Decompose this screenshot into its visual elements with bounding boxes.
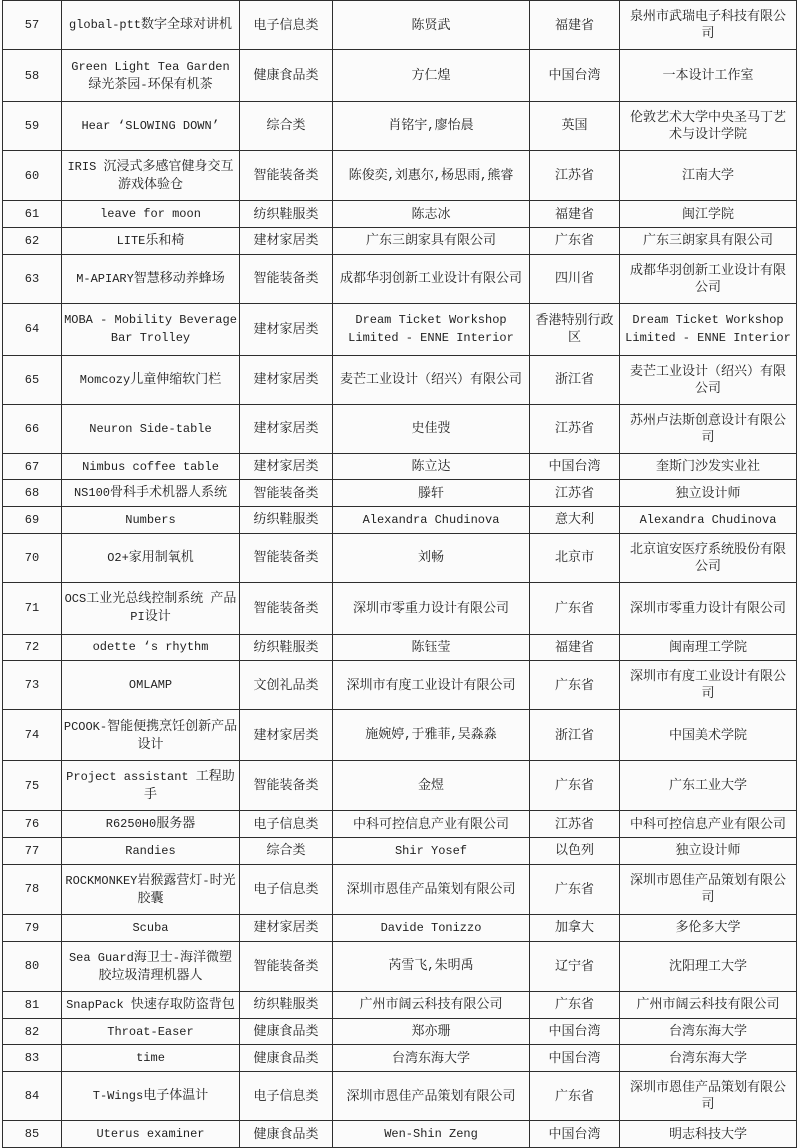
cell-region: 加拿大 <box>530 915 620 942</box>
cell-organization: 麦芒工业设计（绍兴）有限公司 <box>620 355 797 404</box>
cell-region: 广东省 <box>530 1072 620 1121</box>
table-row <box>3 634 797 661</box>
cell-name: Green Light Tea Garden 绿光茶园-环保有机茶 <box>62 50 240 102</box>
cell-region: 江苏省 <box>530 404 620 453</box>
table-row <box>3 837 797 864</box>
table-row <box>3 151 797 201</box>
cell-organization: 沈阳理工大学 <box>620 941 797 991</box>
cell-designer: 成都华羽创新工业设计有限公司 <box>333 254 530 303</box>
cell-region: 香港特别行政区 <box>530 303 620 355</box>
cell-name: Project assistant 工程助手 <box>62 760 240 810</box>
cell-region: 福建省 <box>530 201 620 228</box>
cell-designer: Wen-Shin Zeng <box>333 1121 530 1148</box>
table-row <box>3 303 797 355</box>
cell-designer: Shir Yosef <box>333 837 530 864</box>
cell-number: 67 <box>3 453 62 480</box>
cell-designer: 广州市阔云科技有限公司 <box>333 992 530 1019</box>
cell-designer: 方仁煌 <box>333 50 530 102</box>
table-row <box>3 101 797 150</box>
cell-category: 纺织鞋服类 <box>240 992 333 1019</box>
cell-designer: 深圳市零重力设计有限公司 <box>333 582 530 634</box>
cell-name: OMLAMP <box>62 661 240 710</box>
cell-number: 68 <box>3 480 62 507</box>
cell-designer: 史佳弢 <box>333 404 530 453</box>
table-body <box>3 1 797 1148</box>
cell-category: 综合类 <box>240 101 333 150</box>
cell-designer: 陈立达 <box>333 453 530 480</box>
cell-number: 61 <box>3 201 62 228</box>
cell-organization: 多伦多大学 <box>620 915 797 942</box>
cell-category: 电子信息类 <box>240 811 333 838</box>
cell-organization: Alexandra Chudinova <box>620 507 797 534</box>
cell-number: 78 <box>3 864 62 914</box>
cell-region: 浙江省 <box>530 710 620 760</box>
cell-region: 意大利 <box>530 507 620 534</box>
cell-designer: 广东三朗家具有限公司 <box>333 228 530 255</box>
table-row <box>3 864 797 914</box>
cell-region: 中国台湾 <box>530 50 620 102</box>
cell-category: 建材家居类 <box>240 453 333 480</box>
cell-number: 73 <box>3 661 62 710</box>
cell-region: 江苏省 <box>530 151 620 201</box>
cell-organization: 台湾东海大学 <box>620 1018 797 1045</box>
cell-category: 智能装备类 <box>240 151 333 201</box>
cell-designer: 陈俊奕,刘惠尔,杨思雨,熊睿 <box>333 151 530 201</box>
cell-organization: 广东工业大学 <box>620 760 797 810</box>
cell-number: 64 <box>3 303 62 355</box>
cell-region: 北京市 <box>530 533 620 582</box>
cell-designer: 陈贤武 <box>333 1 530 50</box>
cell-designer: 陈钰莹 <box>333 634 530 661</box>
cell-name: Sea Guard海卫士-海洋微塑胶垃圾清理机器人 <box>62 941 240 991</box>
cell-designer: 中科可控信息产业有限公司 <box>333 811 530 838</box>
award-winners-table <box>2 0 797 1148</box>
cell-name: O2+家用制氧机 <box>62 533 240 582</box>
table-row <box>3 1121 797 1148</box>
cell-number: 70 <box>3 533 62 582</box>
table-row <box>3 992 797 1019</box>
table-row <box>3 941 797 991</box>
cell-name: T-Wings电子体温计 <box>62 1072 240 1121</box>
cell-name: odette ‘s rhythm <box>62 634 240 661</box>
table-row <box>3 507 797 534</box>
cell-organization: 明志科技大学 <box>620 1121 797 1148</box>
cell-region: 中国台湾 <box>530 1018 620 1045</box>
cell-name: global-ptt数字全球对讲机 <box>62 1 240 50</box>
cell-organization: 深圳市恩佳产品策划有限公司 <box>620 1072 797 1121</box>
cell-number: 58 <box>3 50 62 102</box>
cell-region: 福建省 <box>530 1 620 50</box>
cell-name: PCOOK-智能便携烹饪创新产品设计 <box>62 710 240 760</box>
cell-name: Momcozy儿童伸缩软门栏 <box>62 355 240 404</box>
table-row <box>3 480 797 507</box>
cell-organization: 中科可控信息产业有限公司 <box>620 811 797 838</box>
cell-category: 综合类 <box>240 837 333 864</box>
cell-organization: 泉州市武瑞电子科技有限公司 <box>620 1 797 50</box>
table-row <box>3 533 797 582</box>
cell-number: 81 <box>3 992 62 1019</box>
cell-region: 福建省 <box>530 634 620 661</box>
cell-name: time <box>62 1045 240 1072</box>
cell-name: Scuba <box>62 915 240 942</box>
cell-name: LITE乐和椅 <box>62 228 240 255</box>
table-row <box>3 811 797 838</box>
cell-organization: 一本设计工作室 <box>620 50 797 102</box>
cell-number: 63 <box>3 254 62 303</box>
cell-name: R6250H0服务器 <box>62 811 240 838</box>
cell-region: 江苏省 <box>530 811 620 838</box>
cell-category: 纺织鞋服类 <box>240 507 333 534</box>
cell-category: 建材家居类 <box>240 355 333 404</box>
cell-category: 纺织鞋服类 <box>240 201 333 228</box>
cell-designer: 金煜 <box>333 760 530 810</box>
cell-name: leave for moon <box>62 201 240 228</box>
cell-number: 62 <box>3 228 62 255</box>
cell-category: 健康食品类 <box>240 1045 333 1072</box>
cell-organization: 北京谊安医疗系统股份有限公司 <box>620 533 797 582</box>
cell-category: 智能装备类 <box>240 533 333 582</box>
cell-category: 建材家居类 <box>240 303 333 355</box>
cell-name: Neuron Side-table <box>62 404 240 453</box>
cell-name: Nimbus coffee table <box>62 453 240 480</box>
cell-number: 69 <box>3 507 62 534</box>
cell-designer: 深圳市恩佳产品策划有限公司 <box>333 1072 530 1121</box>
table-row <box>3 1018 797 1045</box>
cell-category: 智能装备类 <box>240 480 333 507</box>
cell-designer: 施婉婷,于雅菲,吴淼淼 <box>333 710 530 760</box>
cell-region: 广东省 <box>530 228 620 255</box>
cell-number: 85 <box>3 1121 62 1148</box>
cell-region: 广东省 <box>530 864 620 914</box>
cell-region: 江苏省 <box>530 480 620 507</box>
cell-designer: 陈志冰 <box>333 201 530 228</box>
table-row <box>3 1072 797 1121</box>
table-row <box>3 710 797 760</box>
cell-number: 76 <box>3 811 62 838</box>
cell-number: 66 <box>3 404 62 453</box>
cell-category: 建材家居类 <box>240 915 333 942</box>
cell-number: 57 <box>3 1 62 50</box>
table-row <box>3 582 797 634</box>
cell-organization: 台湾东海大学 <box>620 1045 797 1072</box>
cell-number: 82 <box>3 1018 62 1045</box>
cell-organization: 伦敦艺术大学中央圣马丁艺术与设计学院 <box>620 101 797 150</box>
cell-designer: 台湾东海大学 <box>333 1045 530 1072</box>
cell-designer: 深圳市有度工业设计有限公司 <box>333 661 530 710</box>
table-row <box>3 228 797 255</box>
cell-region: 浙江省 <box>530 355 620 404</box>
cell-designer: 深圳市恩佳产品策划有限公司 <box>333 864 530 914</box>
table-row <box>3 1 797 50</box>
cell-number: 74 <box>3 710 62 760</box>
cell-category: 智能装备类 <box>240 254 333 303</box>
cell-name: ROCKMONKEY岩猴露营灯-时光胶囊 <box>62 864 240 914</box>
cell-region: 中国台湾 <box>530 453 620 480</box>
cell-organization: 闽江学院 <box>620 201 797 228</box>
cell-organization: Dream Ticket Workshop Limited - ENNE Interior <box>620 303 797 355</box>
cell-name: Throat-Easer <box>62 1018 240 1045</box>
cell-organization: 成都华羽创新工业设计有限公司 <box>620 254 797 303</box>
cell-designer: Davide Tonizzo <box>333 915 530 942</box>
cell-category: 健康食品类 <box>240 1121 333 1148</box>
cell-region: 广东省 <box>530 992 620 1019</box>
cell-number: 71 <box>3 582 62 634</box>
cell-designer: 芮雪飞,朱明禹 <box>333 941 530 991</box>
cell-region: 中国台湾 <box>530 1121 620 1148</box>
cell-number: 79 <box>3 915 62 942</box>
cell-number: 75 <box>3 760 62 810</box>
table-row <box>3 404 797 453</box>
cell-organization: 深圳市零重力设计有限公司 <box>620 582 797 634</box>
cell-category: 建材家居类 <box>240 228 333 255</box>
cell-designer: 肖铭宇,廖怡晨 <box>333 101 530 150</box>
cell-organization: 闽南理工学院 <box>620 634 797 661</box>
cell-category: 电子信息类 <box>240 1 333 50</box>
cell-organization: 广东三朗家具有限公司 <box>620 228 797 255</box>
cell-number: 60 <box>3 151 62 201</box>
cell-number: 59 <box>3 101 62 150</box>
cell-region: 辽宁省 <box>530 941 620 991</box>
cell-region: 广东省 <box>530 661 620 710</box>
cell-name: OCS工业光总线控制系统 产品PI设计 <box>62 582 240 634</box>
cell-category: 电子信息类 <box>240 864 333 914</box>
table-row <box>3 453 797 480</box>
cell-category: 健康食品类 <box>240 50 333 102</box>
cell-region: 中国台湾 <box>530 1045 620 1072</box>
cell-name: SnapPack 快速存取防盗背包 <box>62 992 240 1019</box>
table-row <box>3 760 797 810</box>
cell-number: 84 <box>3 1072 62 1121</box>
cell-name: MOBA - Mobility Beverage Bar Trolley <box>62 303 240 355</box>
cell-category: 智能装备类 <box>240 941 333 991</box>
cell-category: 健康食品类 <box>240 1018 333 1045</box>
cell-organization: 奎斯门沙发实业社 <box>620 453 797 480</box>
cell-designer: 滕轩 <box>333 480 530 507</box>
cell-name: Uterus examiner <box>62 1121 240 1148</box>
cell-designer: Alexandra Chudinova <box>333 507 530 534</box>
cell-category: 文创礼品类 <box>240 661 333 710</box>
cell-category: 纺织鞋服类 <box>240 634 333 661</box>
cell-number: 72 <box>3 634 62 661</box>
cell-number: 65 <box>3 355 62 404</box>
cell-region: 广东省 <box>530 582 620 634</box>
cell-name: M-APIARY智慧移动养蜂场 <box>62 254 240 303</box>
cell-region: 广东省 <box>530 760 620 810</box>
cell-category: 电子信息类 <box>240 1072 333 1121</box>
cell-category: 智能装备类 <box>240 760 333 810</box>
table-row <box>3 254 797 303</box>
table-row <box>3 201 797 228</box>
cell-number: 83 <box>3 1045 62 1072</box>
cell-name: NS100骨科手术机器人系统 <box>62 480 240 507</box>
table-row <box>3 915 797 942</box>
cell-category: 智能装备类 <box>240 582 333 634</box>
cell-name: Numbers <box>62 507 240 534</box>
cell-region: 以色列 <box>530 837 620 864</box>
table-row <box>3 661 797 710</box>
cell-organization: 深圳市有度工业设计有限公司 <box>620 661 797 710</box>
cell-organization: 独立设计师 <box>620 837 797 864</box>
cell-organization: 苏州卢法斯创意设计有限公司 <box>620 404 797 453</box>
cell-name: IRIS 沉浸式多感官健身交互游戏体验仓 <box>62 151 240 201</box>
cell-organization: 深圳市恩佳产品策划有限公司 <box>620 864 797 914</box>
cell-region: 四川省 <box>530 254 620 303</box>
cell-designer: 刘畅 <box>333 533 530 582</box>
cell-region: 英国 <box>530 101 620 150</box>
cell-organization: 独立设计师 <box>620 480 797 507</box>
cell-designer: 郑亦珊 <box>333 1018 530 1045</box>
cell-designer: 麦芒工业设计（绍兴）有限公司 <box>333 355 530 404</box>
cell-name: Randies <box>62 837 240 864</box>
cell-organization: 中国美术学院 <box>620 710 797 760</box>
cell-category: 建材家居类 <box>240 710 333 760</box>
cell-organization: 江南大学 <box>620 151 797 201</box>
cell-category: 建材家居类 <box>240 404 333 453</box>
table-row <box>3 1045 797 1072</box>
cell-name: Hear ‘SLOWING DOWN’ <box>62 101 240 150</box>
cell-organization: 广州市阔云科技有限公司 <box>620 992 797 1019</box>
cell-number: 77 <box>3 837 62 864</box>
table-row <box>3 355 797 404</box>
cell-number: 80 <box>3 941 62 991</box>
cell-designer: Dream Ticket Workshop Limited - ENNE Interior <box>333 303 530 355</box>
table-row <box>3 50 797 102</box>
